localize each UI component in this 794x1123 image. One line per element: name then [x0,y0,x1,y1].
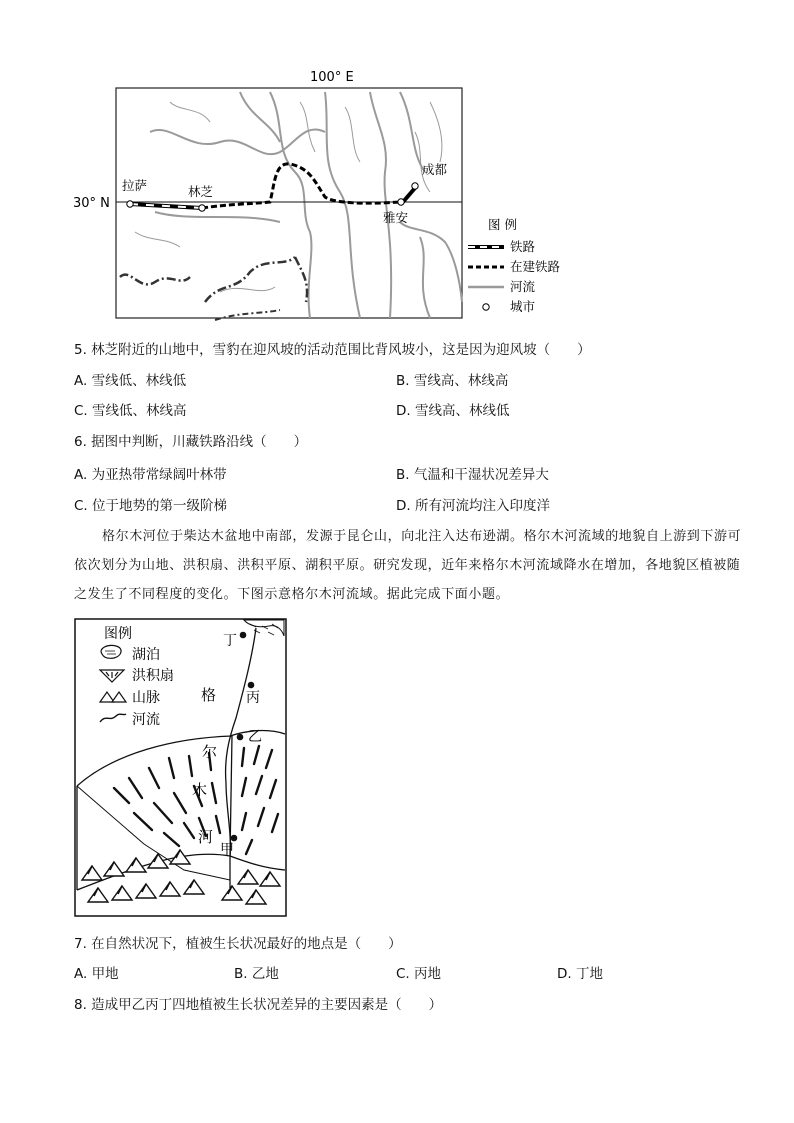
passage-text: 格尔木河位于柴达木盆地中南部，发源于昆仑山，向北注入达布逊湖。格尔木河流域的地貌自上游到下游可依次划分为山地、洪积扇、洪积平原、湖积平原。研究发现，近年来格尔木河流域降水在增加，各地貌区植被随之发生了不同程度的变化。下图示意格尔木河流域。据此完成下面小题。 [74,529,742,602]
map-golmud-river-basin [74,618,288,918]
legend-river: 河流 [510,279,536,294]
river-char-he: 河 [198,828,214,846]
legend2-fan: 洪积扇 [132,668,174,684]
q6-stem: 6. 据图中判断，川藏铁路沿线（ ） [74,434,308,450]
legend2-mountain: 山脉 [132,690,160,706]
q6-option-b[interactable]: B. 气温和干湿状况差异大 [396,467,549,483]
legend-construction: 在建铁路 [510,259,561,274]
point-ding: 丁 [223,633,237,649]
city-yaan-dot [398,199,404,205]
q5-stem: 5. 林芝附近的山地中，雪豹在迎风坡的活动范围比背风坡小，这是因为迎风坡（ ） [74,342,591,358]
city-linzhi-dot [199,205,205,211]
map1-svg [70,62,580,324]
city-linzhi: 林芝 [188,184,214,199]
point-yi-dot [237,734,244,741]
point-ding-dot [240,632,247,639]
legend-title: 图 例 [488,217,517,232]
map2-svg [74,618,288,918]
city-chengdu-dot [412,183,418,189]
legend2-title: 图例 [104,626,132,642]
q7-option-a[interactable]: A. 甲地 [74,966,119,982]
q7-option-c[interactable]: C. 丙地 [396,966,442,982]
lat-label: 30° N [73,196,110,211]
legend-city: 城市 [510,299,536,314]
q6-option-c[interactable]: C. 位于地势的第一级阶梯 [74,498,228,514]
q7-stem: 7. 在自然状况下，植被生长状况最好的地点是（ ） [74,936,402,952]
q6-option-a[interactable]: A. 为亚热带常绿阔叶林带 [74,467,227,483]
lake-legend-icon [101,645,121,658]
legend-railway: 铁路 [510,239,536,254]
river-char-ge: 格 [201,686,217,704]
city-chengdu: 成都 [422,162,448,177]
legend-city-symbol [483,304,489,310]
river-char-er: 尔 [202,743,218,761]
city-lhasa-dot [127,201,133,207]
q5-option-c[interactable]: C. 雪线低、林线高 [74,403,187,419]
q5-option-a[interactable]: A. 雪线低、林线低 [74,373,187,389]
lon-label: 100° E [310,70,354,85]
point-jia: 甲 [220,842,234,858]
map-sichuan-tibet-railway [70,62,580,324]
point-bing: 丙 [246,690,260,706]
river-char-mu: 木 [192,781,208,799]
city-yaan: 雅安 [383,210,409,225]
legend2-river: 河流 [132,712,160,728]
legend2-lake: 湖泊 [132,647,160,663]
point-yi: 乙 [248,729,262,745]
q7-option-d[interactable]: D. 丁地 [557,966,603,982]
point-bing-dot [248,682,255,689]
point-jia-dot [231,835,238,842]
q6-option-d[interactable]: D. 所有河流均注入印度洋 [396,498,550,514]
q5-option-d[interactable]: D. 雪线高、林线低 [396,403,510,419]
q7-option-b[interactable]: B. 乙地 [234,966,279,982]
q8-stem: 8. 造成甲乙丙丁四地植被生长状况差异的主要因素是（ ） [74,997,443,1013]
q5-option-b[interactable]: B. 雪线高、林线高 [396,373,509,389]
city-lhasa: 拉萨 [122,178,148,193]
